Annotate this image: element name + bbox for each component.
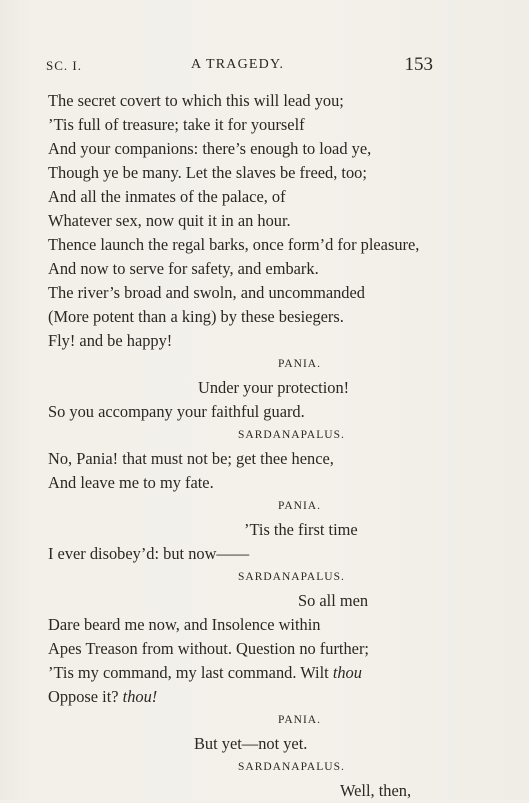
verse-line bbox=[48, 685, 488, 709]
verse-line-text: So all men bbox=[298, 591, 369, 610]
verse-line-text: And all the inmates of the palace, of bbox=[48, 187, 286, 206]
speaker-name bbox=[48, 495, 488, 518]
verse-line-text: ’Tis full of treasure; take it for yourself bbox=[48, 115, 305, 134]
verse-line bbox=[48, 161, 488, 185]
verse-text-block bbox=[48, 89, 488, 803]
verse-line-text: So you accompany your faithful guard. bbox=[48, 402, 305, 421]
speaker-name bbox=[48, 756, 488, 779]
verse-line bbox=[48, 233, 488, 257]
verse-line-text: Oppose it? bbox=[48, 687, 123, 706]
verse-line-text: Thence launch the regal barks, once form’d for pleasure, bbox=[48, 235, 420, 254]
verse-line-text: ’Tis the first time bbox=[244, 520, 358, 539]
page-number: 153 bbox=[404, 54, 433, 75]
scene-label: SC. I. bbox=[46, 58, 82, 73]
verse-line bbox=[48, 637, 488, 661]
verse-line-italic: thou! bbox=[122, 687, 158, 706]
verse-line-text: The river’s broad and swoln, and uncommanded bbox=[48, 283, 365, 302]
verse-line bbox=[48, 305, 488, 329]
verse-line bbox=[48, 185, 488, 209]
speaker-name-text: SARDANAPALUS. bbox=[238, 429, 345, 441]
verse-line-text: And now to serve for safety, and embark. bbox=[48, 259, 319, 278]
verse-line-text: Well, then, bbox=[340, 781, 412, 800]
verse-line-text: Dare beard me now, and Insolence within bbox=[48, 615, 321, 634]
verse-line bbox=[48, 113, 488, 137]
speaker-name-text: SARDANAPALUS. bbox=[238, 571, 345, 583]
speaker-name-text: PANIA. bbox=[278, 714, 321, 726]
speaker-name bbox=[48, 566, 488, 589]
verse-line bbox=[48, 542, 488, 566]
verse-line bbox=[48, 329, 488, 353]
verse-line bbox=[48, 209, 488, 233]
verse-line bbox=[48, 89, 488, 113]
verse-line-text: Whatever sex, now quit it in an hour. bbox=[48, 211, 291, 230]
verse-line-text: But yet—not yet. bbox=[194, 734, 308, 753]
verse-line bbox=[48, 471, 488, 495]
speaker-name bbox=[48, 353, 488, 376]
speaker-name-text: PANIA. bbox=[278, 358, 321, 370]
verse-line bbox=[48, 376, 488, 400]
verse-line-italic: thou bbox=[332, 663, 362, 682]
verse-line bbox=[48, 400, 488, 424]
verse-line-text: I ever disobey’d: but now—— bbox=[48, 544, 250, 563]
verse-line-text: The secret covert to which this will lead you; bbox=[48, 91, 344, 110]
verse-line bbox=[48, 589, 488, 613]
verse-line bbox=[48, 613, 488, 637]
verse-line-text: (More potent than a king) by these besiegers. bbox=[48, 307, 344, 326]
speaker-name bbox=[48, 424, 488, 447]
verse-line-text: And your companions: there’s enough to load ye, bbox=[48, 139, 372, 158]
speaker-name-text: SARDANAPALUS. bbox=[238, 761, 345, 773]
verse-line-text: ’Tis my command, my last command. Wilt bbox=[48, 663, 333, 682]
verse-line bbox=[48, 281, 488, 305]
verse-line bbox=[48, 779, 488, 803]
verse-line bbox=[48, 661, 488, 685]
verse-line-text: Apes Treason from without. Question no further; bbox=[48, 639, 369, 658]
verse-line-text: Though ye be many. Let the slaves be freed, too; bbox=[48, 163, 367, 182]
verse-line-text: No, Pania! that must not be; get thee hence, bbox=[48, 449, 334, 468]
speaker-name-text: PANIA. bbox=[278, 500, 321, 512]
verse-line bbox=[48, 732, 488, 756]
running-header bbox=[46, 56, 433, 80]
verse-line bbox=[48, 257, 488, 281]
verse-line-text: Fly! and be happy! bbox=[48, 331, 173, 350]
verse-line bbox=[48, 447, 488, 471]
running-title: A TRAGEDY. bbox=[191, 57, 285, 72]
verse-line bbox=[48, 518, 488, 542]
verse-line-text: And leave me to my fate. bbox=[48, 473, 214, 492]
speaker-name bbox=[48, 709, 488, 732]
verse-line bbox=[48, 137, 488, 161]
verse-line-text: Under your protection! bbox=[198, 378, 350, 397]
